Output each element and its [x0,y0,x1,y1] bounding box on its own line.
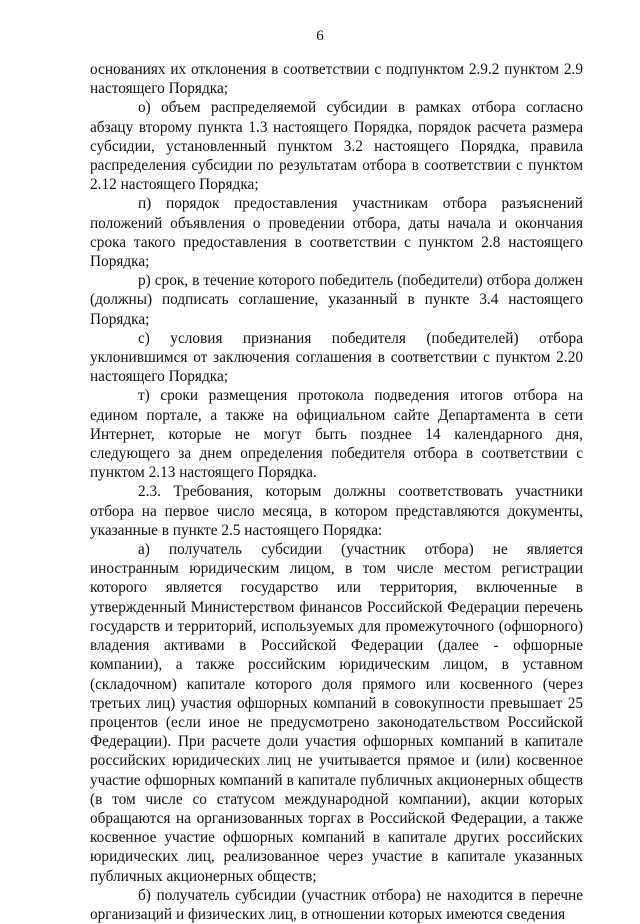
paragraph-item-p: п) порядок предоставления участникам отбора разъяснений положений объявления о проведении отбора, даты начала и окончания срока такого предоставления в соответствии с пунктом 2.8 настоящего Порядка; [90,195,583,271]
paragraph-item-t: т) сроки размещения протокола подведения итогов отбора на едином портале, а также на официальном сайте Департамента в сети Интернет, которые не могут быть позднее 14 календарного дня, следующего за днем определения победителя отбора в соответствии с пунктом 2.13 настоящего Порядка. [90,387,583,482]
paragraph-item-o: о) объем распределяемой субсидии в рамках отбора согласно абзацу второму пункта 1.3 настоящего Порядка, порядок расчета размера субсидии, установленный пунктом 3.2 настоящего Порядка, правила распределения субсидии по результатам отбора в соответствии с пунктом 2.12 настоящего Порядка; [90,99,583,194]
paragraph-continuation: основаниях их отклонения в соответствии с подпунктом 2.9.2 пунктом 2.9 настоящего Порядка; [90,61,583,98]
page-number: 6 [316,28,324,44]
paragraph-item-r: р) срок, в течение которого победитель (победители) отбора должен (должны) подписать соглашение, указанный в пункте 3.4 настоящего Порядка; [90,272,583,328]
paragraph-section-2-3: 2.3. Требования, которым должны соответствовать участники отбора на первое число месяца, в котором представляются документы, указанные в пункте 2.5 настоящего Порядка: [90,483,583,539]
paragraph-item-b: б) получатель субсидии (участник отбора) не находится в перечне организаций и физических лиц, в отношении которых имеются сведения [90,886,583,923]
document-body [90,60,583,924]
paragraph-item-a: а) получатель субсидии (участник отбора) не является иностранным юридическим лицом, в том числе местом регистрации которого является государство или территория, включенные в утвержденный Министерством финансов Российской Федерации перечень государств и территорий, используемых для промежуточного (офшорного) владения активами в Российской Федерации (далее - офшорные компании), а также российским юридическим лицом, в уставном (складочном) капитале которого доля прямого или косвенного (через третьих лиц) участия офшорных компаний в совокупности превышает 25 процентов (если иное не предусмотрено законодательством Российской Федерации). При расчете доли участия офшорных компаний в капитале российских юридических лиц не учитывается прямое и (или) косвенное участие офшорных компаний в капитале публичных акционерных обществ (в том числе со статусом международной компании), акции которых обращаются на организованных торгах в Российской Федерации, а также косвенное участие офшорных компаний в капитале других российских юридических лиц, реализованное через участие в капитале указанных публичных акционерных обществ; [90,541,583,885]
paragraph-item-s: с) условия признания победителя (победителей) отбора уклонившимся от заключения соглашения в соответствии с пунктом 2.20 настоящего Порядка; [90,329,583,386]
